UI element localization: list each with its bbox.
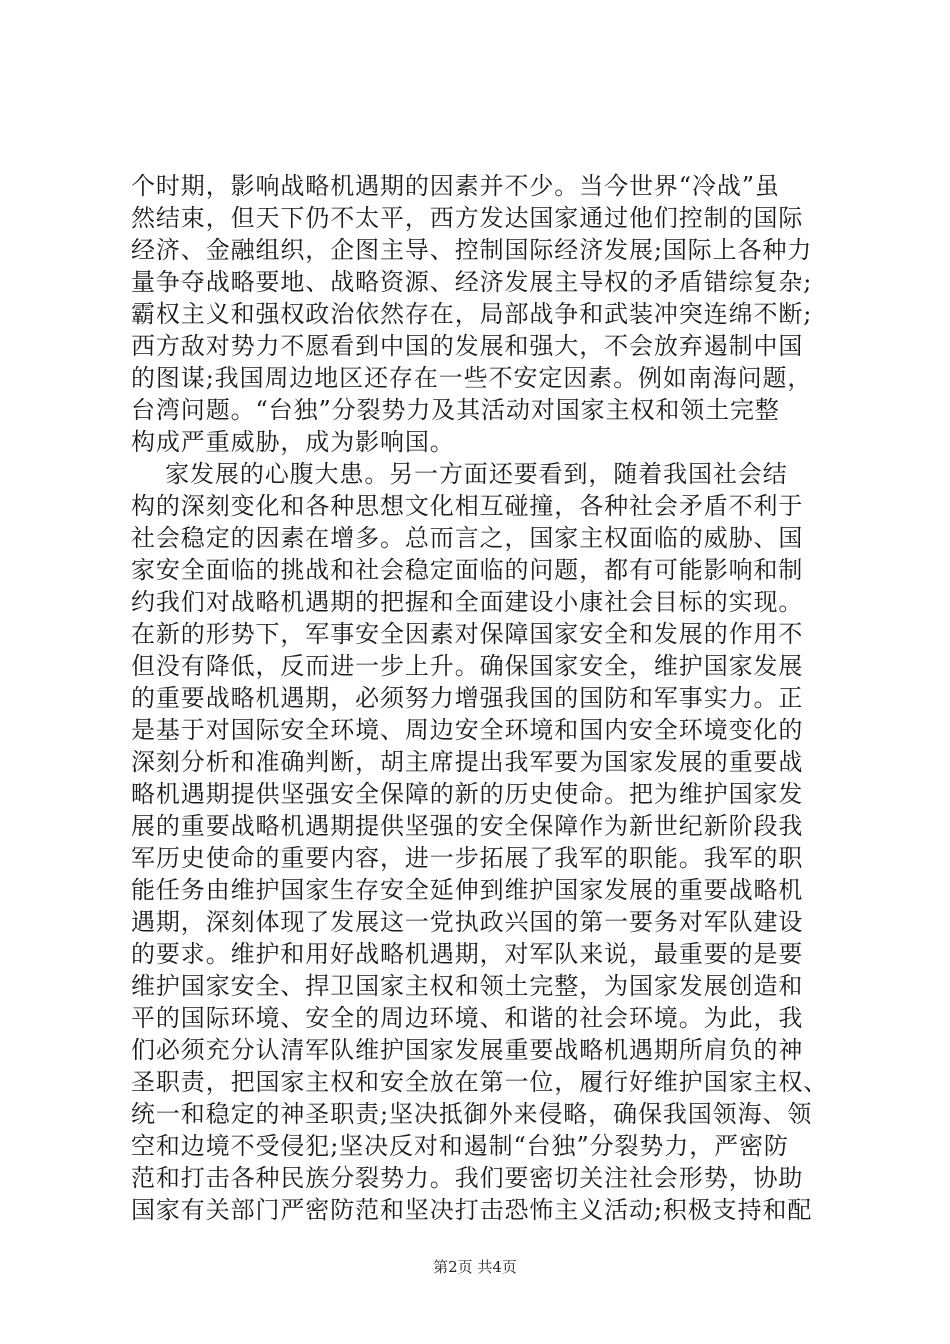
text-line: 但没有降低，反而进一步上升。确保国家安全，维护国家发展 bbox=[131, 652, 804, 680]
text-line: 的图谋;我国周边地区还存在一些不安定因素。例如南海问题， bbox=[131, 364, 813, 392]
text-line: 经济、金融组织，企图主导、控制国际经济发展;国际上各种力 bbox=[131, 236, 813, 264]
paragraph-1 bbox=[131, 170, 831, 458]
paragraph-2 bbox=[131, 458, 831, 1226]
text-line: 维护国家安全、捍卫国家主权和领土完整，为国家发展创造和 bbox=[131, 972, 804, 1000]
text-line: 平的国际环境、安全的周边环境、和谐的社会环境。为此，我 bbox=[131, 1004, 804, 1032]
text-line: 然结束，但天下仍不太平，西方发达国家通过他们控制的国际 bbox=[131, 204, 804, 232]
text-line: 构成严重威胁，成为影响国。 bbox=[131, 428, 455, 456]
text-line: 圣职责，把国家主权和安全放在第一位，履行好维护国家主权、 bbox=[131, 1068, 829, 1096]
text-line: 深刻分析和准确判断，胡主席提出我军要为国家发展的重要战 bbox=[131, 748, 804, 776]
text-line: 略机遇期提供坚强安全保障的新的历史使命。把为维护国家发 bbox=[131, 780, 804, 808]
text-line: 构的深刻变化和各种思想文化相互碰撞，各种社会矛盾不利于 bbox=[131, 492, 804, 520]
text-line: 在新的形势下，军事安全因素对保障国家安全和发展的作用不 bbox=[131, 620, 804, 648]
text-line: 空和边境不受侵犯;坚决反对和遏制“台独”分裂势力，严密防 bbox=[131, 1132, 789, 1160]
text-line: 家安全面临的挑战和社会稳定面临的问题，都有可能影响和制 bbox=[131, 556, 804, 584]
text-line: 军历史使命的重要内容，进一步拓展了我军的职能。我军的职 bbox=[131, 844, 804, 872]
page-footer bbox=[0, 1257, 950, 1277]
text-line: 范和打击各种民族分裂势力。我们要密切关注社会形势，协助 bbox=[131, 1164, 804, 1192]
text-line: 家发展的心腹大患。另一方面还要看到，随着我国社会结 bbox=[131, 460, 788, 488]
text-line: 展的重要战略机遇期提供坚强的安全保障作为新世纪新阶段我 bbox=[131, 812, 804, 840]
text-line: 的要求。维护和用好战略机遇期，对军队来说，最重要的是要 bbox=[131, 940, 804, 968]
text-line: 遇期，深刻体现了发展这一党执政兴国的第一要务对军队建设 bbox=[131, 908, 804, 936]
text-line: 量争夺战略要地、战略资源、经济发展主导权的矛盾错综复杂; bbox=[131, 268, 813, 296]
text-line: 约我们对战略机遇期的把握和全面建设小康社会目标的实现。 bbox=[131, 588, 804, 616]
text-line: 是基于对国际安全环境、周边安全环境和国内安全环境变化的 bbox=[131, 716, 804, 744]
text-line: 能任务由维护国家生存安全延伸到维护国家发展的重要战略机 bbox=[131, 876, 804, 904]
text-line: 社会稳定的因素在增多。总而言之，国家主权面临的威胁、国 bbox=[131, 524, 804, 552]
text-line: 个时期，影响战略机遇期的因素并不少。当今世界“冷战”虽 bbox=[131, 172, 780, 200]
text-line: 霸权主义和强权政治依然存在，局部战争和武装冲突连绵不断; bbox=[131, 300, 813, 328]
text-line: 台湾问题。“台独”分裂势力及其活动对国家主权和领土完整 bbox=[131, 396, 780, 424]
text-line: 国家有关部门严密防范和坚决打击恐怖主义活动;积极支持和配 bbox=[131, 1196, 813, 1224]
text-line: 西方敌对势力不愿看到中国的发展和强大，不会放弃遏制中国 bbox=[131, 332, 804, 360]
text-line: 的重要战略机遇期，必须努力增强我国的国防和军事实力。正 bbox=[131, 684, 804, 712]
text-line: 们必须充分认清军队维护国家发展重要战略机遇期所肩负的神 bbox=[131, 1036, 804, 1064]
page-number-label: 第2页 共4页 bbox=[433, 1258, 517, 1276]
text-line: 统一和稳定的神圣职责;坚决抵御外来侵略，确保我国领海、领 bbox=[131, 1100, 813, 1128]
